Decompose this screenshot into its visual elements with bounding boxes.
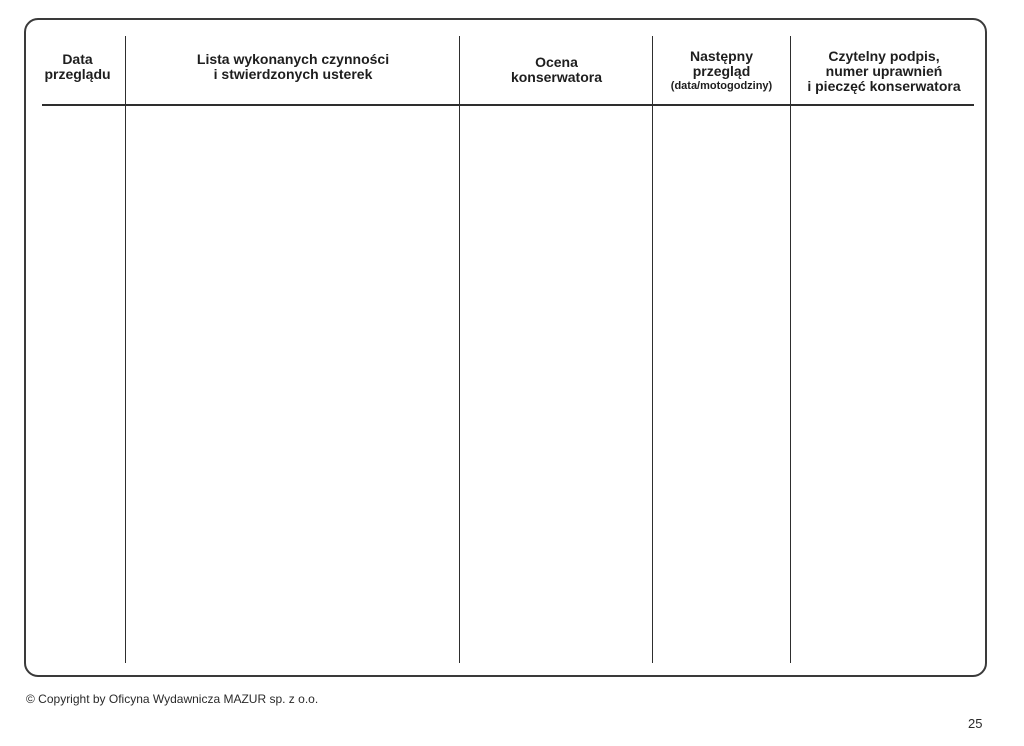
- header-podpis-konserwatora: [792, 49, 976, 94]
- column-divider-2: [459, 36, 460, 663]
- copyright-notice: © Copyright by Oficyna Wydawnicza MAZUR sp. z o.o.: [26, 692, 319, 706]
- header-line: i pieczęć konserwatora: [807, 78, 961, 94]
- column-divider-4: [790, 36, 791, 663]
- header-line: Następny: [689, 48, 754, 64]
- column-divider-3: [652, 36, 653, 663]
- inspection-table-frame: [24, 18, 987, 677]
- header-nastepny-przeglad: [653, 49, 790, 93]
- header-line: Data: [62, 51, 93, 67]
- header-line: konserwatora: [510, 69, 603, 85]
- header-divider: [42, 104, 974, 106]
- header-line: przegląd: [692, 63, 751, 79]
- header-line: Czytelny podpis,: [828, 48, 940, 64]
- header-ocena-konserwatora: [461, 55, 652, 85]
- header-line: Lista wykonanych czynności: [196, 51, 390, 67]
- header-lista-czynnosci: [127, 52, 459, 82]
- header-line: i stwierdzonych usterek: [213, 66, 373, 82]
- header-line: przeglądu: [44, 66, 111, 82]
- column-divider-1: [125, 36, 126, 663]
- header-line: numer uprawnień: [825, 63, 943, 79]
- header-line: Ocena: [535, 54, 578, 70]
- page-number: 25: [968, 716, 983, 731]
- header-line-small: (data/motogodziny): [670, 80, 773, 92]
- header-data-przegladu: [30, 52, 125, 82]
